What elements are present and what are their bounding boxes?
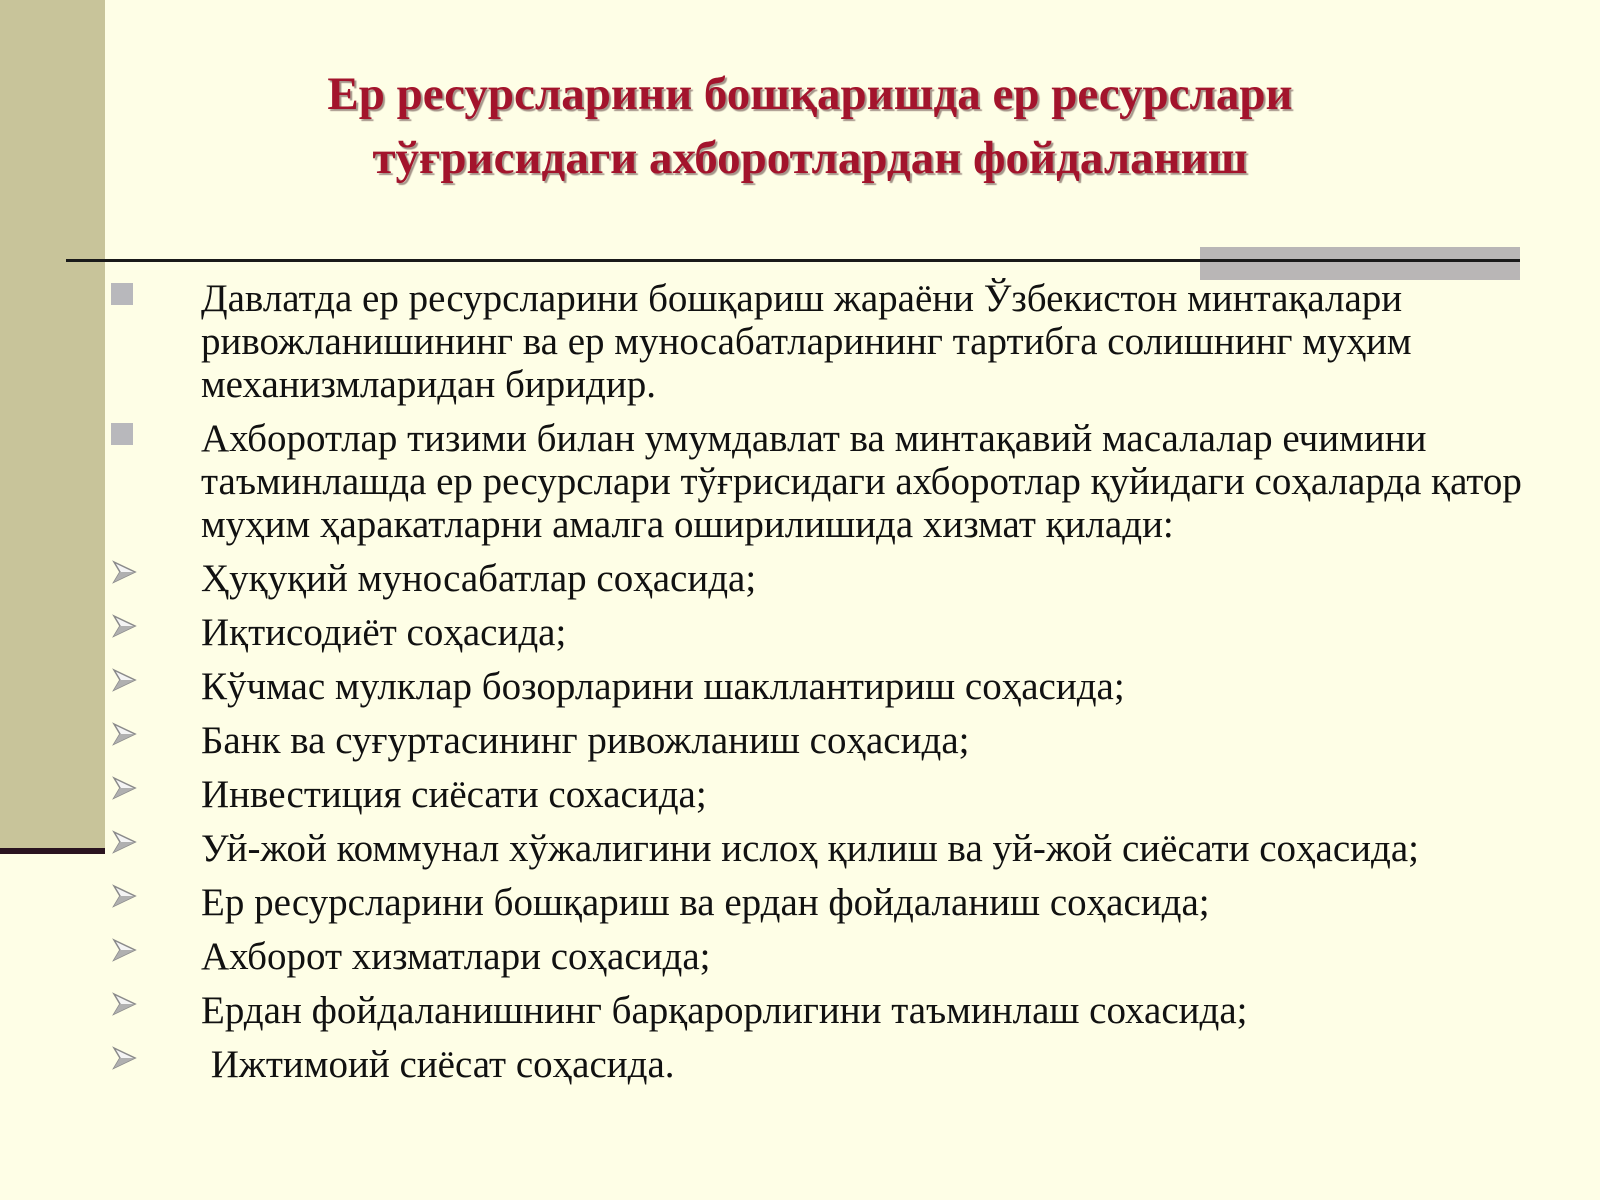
list-item-text: Ахборот хизматлари соҳасида;	[201, 935, 711, 978]
list-item	[0, 665, 1600, 708]
list-item-text: Ҳуқуқий муносабатлар соҳасида;	[201, 557, 757, 600]
list-item-text: Ижтимоий сиёсат соҳасида.	[201, 1043, 675, 1086]
square-bullet-icon	[111, 423, 133, 445]
list-item-text: Ахборотлар тизими билан умумдавлат ва минтақавий масалалар ечимини таъминлашда ер ресурслари тўғрисидаги ахборотлар қуйидаги соҳаларда қатор муҳим ҳаракатларни амалга оширилишида хизмат қилади:	[201, 417, 1522, 546]
list-item	[0, 417, 1600, 546]
arrow-bullet-icon	[111, 667, 137, 693]
list-item	[0, 1043, 1600, 1086]
arrow-bullet-icon	[111, 991, 137, 1017]
list-item	[0, 935, 1600, 978]
list-item-text: Ердан фойдаланишнинг барқарорлигини таъминлаш сохасида;	[201, 989, 1248, 1032]
list-item-text: Банк ва суғуртасининг ривожланиш соҳасида;	[201, 719, 970, 762]
arrow-bullet-icon	[111, 613, 137, 639]
arrow-bullet-icon	[111, 775, 137, 801]
list-item	[0, 827, 1600, 870]
list-item-text: Давлатда ер ресурсларини бошқариш жараёни Ўзбекистон минтақалари ривожланишининг ва ер муносабатларининг тартибга солишнинг муҳим механизмларидан биридир.	[201, 277, 1412, 406]
list-item	[0, 989, 1600, 1032]
title-line-2: тўғрисидаги ахборотлардан фойдаланиш	[372, 132, 1248, 184]
list-item-text: Уй-жой коммунал хўжалигини ислоҳ қилиш ва уй-жой сиёсати соҳасида;	[201, 827, 1420, 870]
list-item-text: Иқтисодиёт соҳасида;	[201, 611, 567, 654]
square-bullet-icon	[111, 283, 133, 305]
list-item	[0, 881, 1600, 924]
arrow-bullet-icon	[111, 721, 137, 747]
title-rule-accent	[1200, 247, 1520, 280]
arrow-bullet-icon	[111, 883, 137, 909]
title-rule	[66, 259, 1520, 262]
title-line-1: Ер ресурсларини бошқаришда ер ресурслари	[327, 68, 1293, 120]
list-item	[0, 277, 1600, 406]
list-item-text: Кўчмас мулклар бозорларини шакллантириш соҳасида;	[201, 665, 1125, 708]
arrow-bullet-icon	[111, 829, 137, 855]
bullet-list	[0, 277, 1600, 1086]
list-item-text: Ер ресурсларини бошқариш ва ердан фойдаланиш соҳасида;	[201, 881, 1210, 924]
arrow-bullet-icon	[111, 937, 137, 963]
slide-title	[130, 62, 1490, 190]
list-item	[0, 773, 1600, 816]
arrow-bullet-icon	[111, 559, 137, 585]
list-item	[0, 719, 1600, 762]
list-item	[0, 557, 1600, 600]
arrow-bullet-icon	[111, 1045, 137, 1071]
list-item-text: Инвестиция сиёсати сохасида;	[201, 773, 707, 816]
list-item	[0, 611, 1600, 654]
